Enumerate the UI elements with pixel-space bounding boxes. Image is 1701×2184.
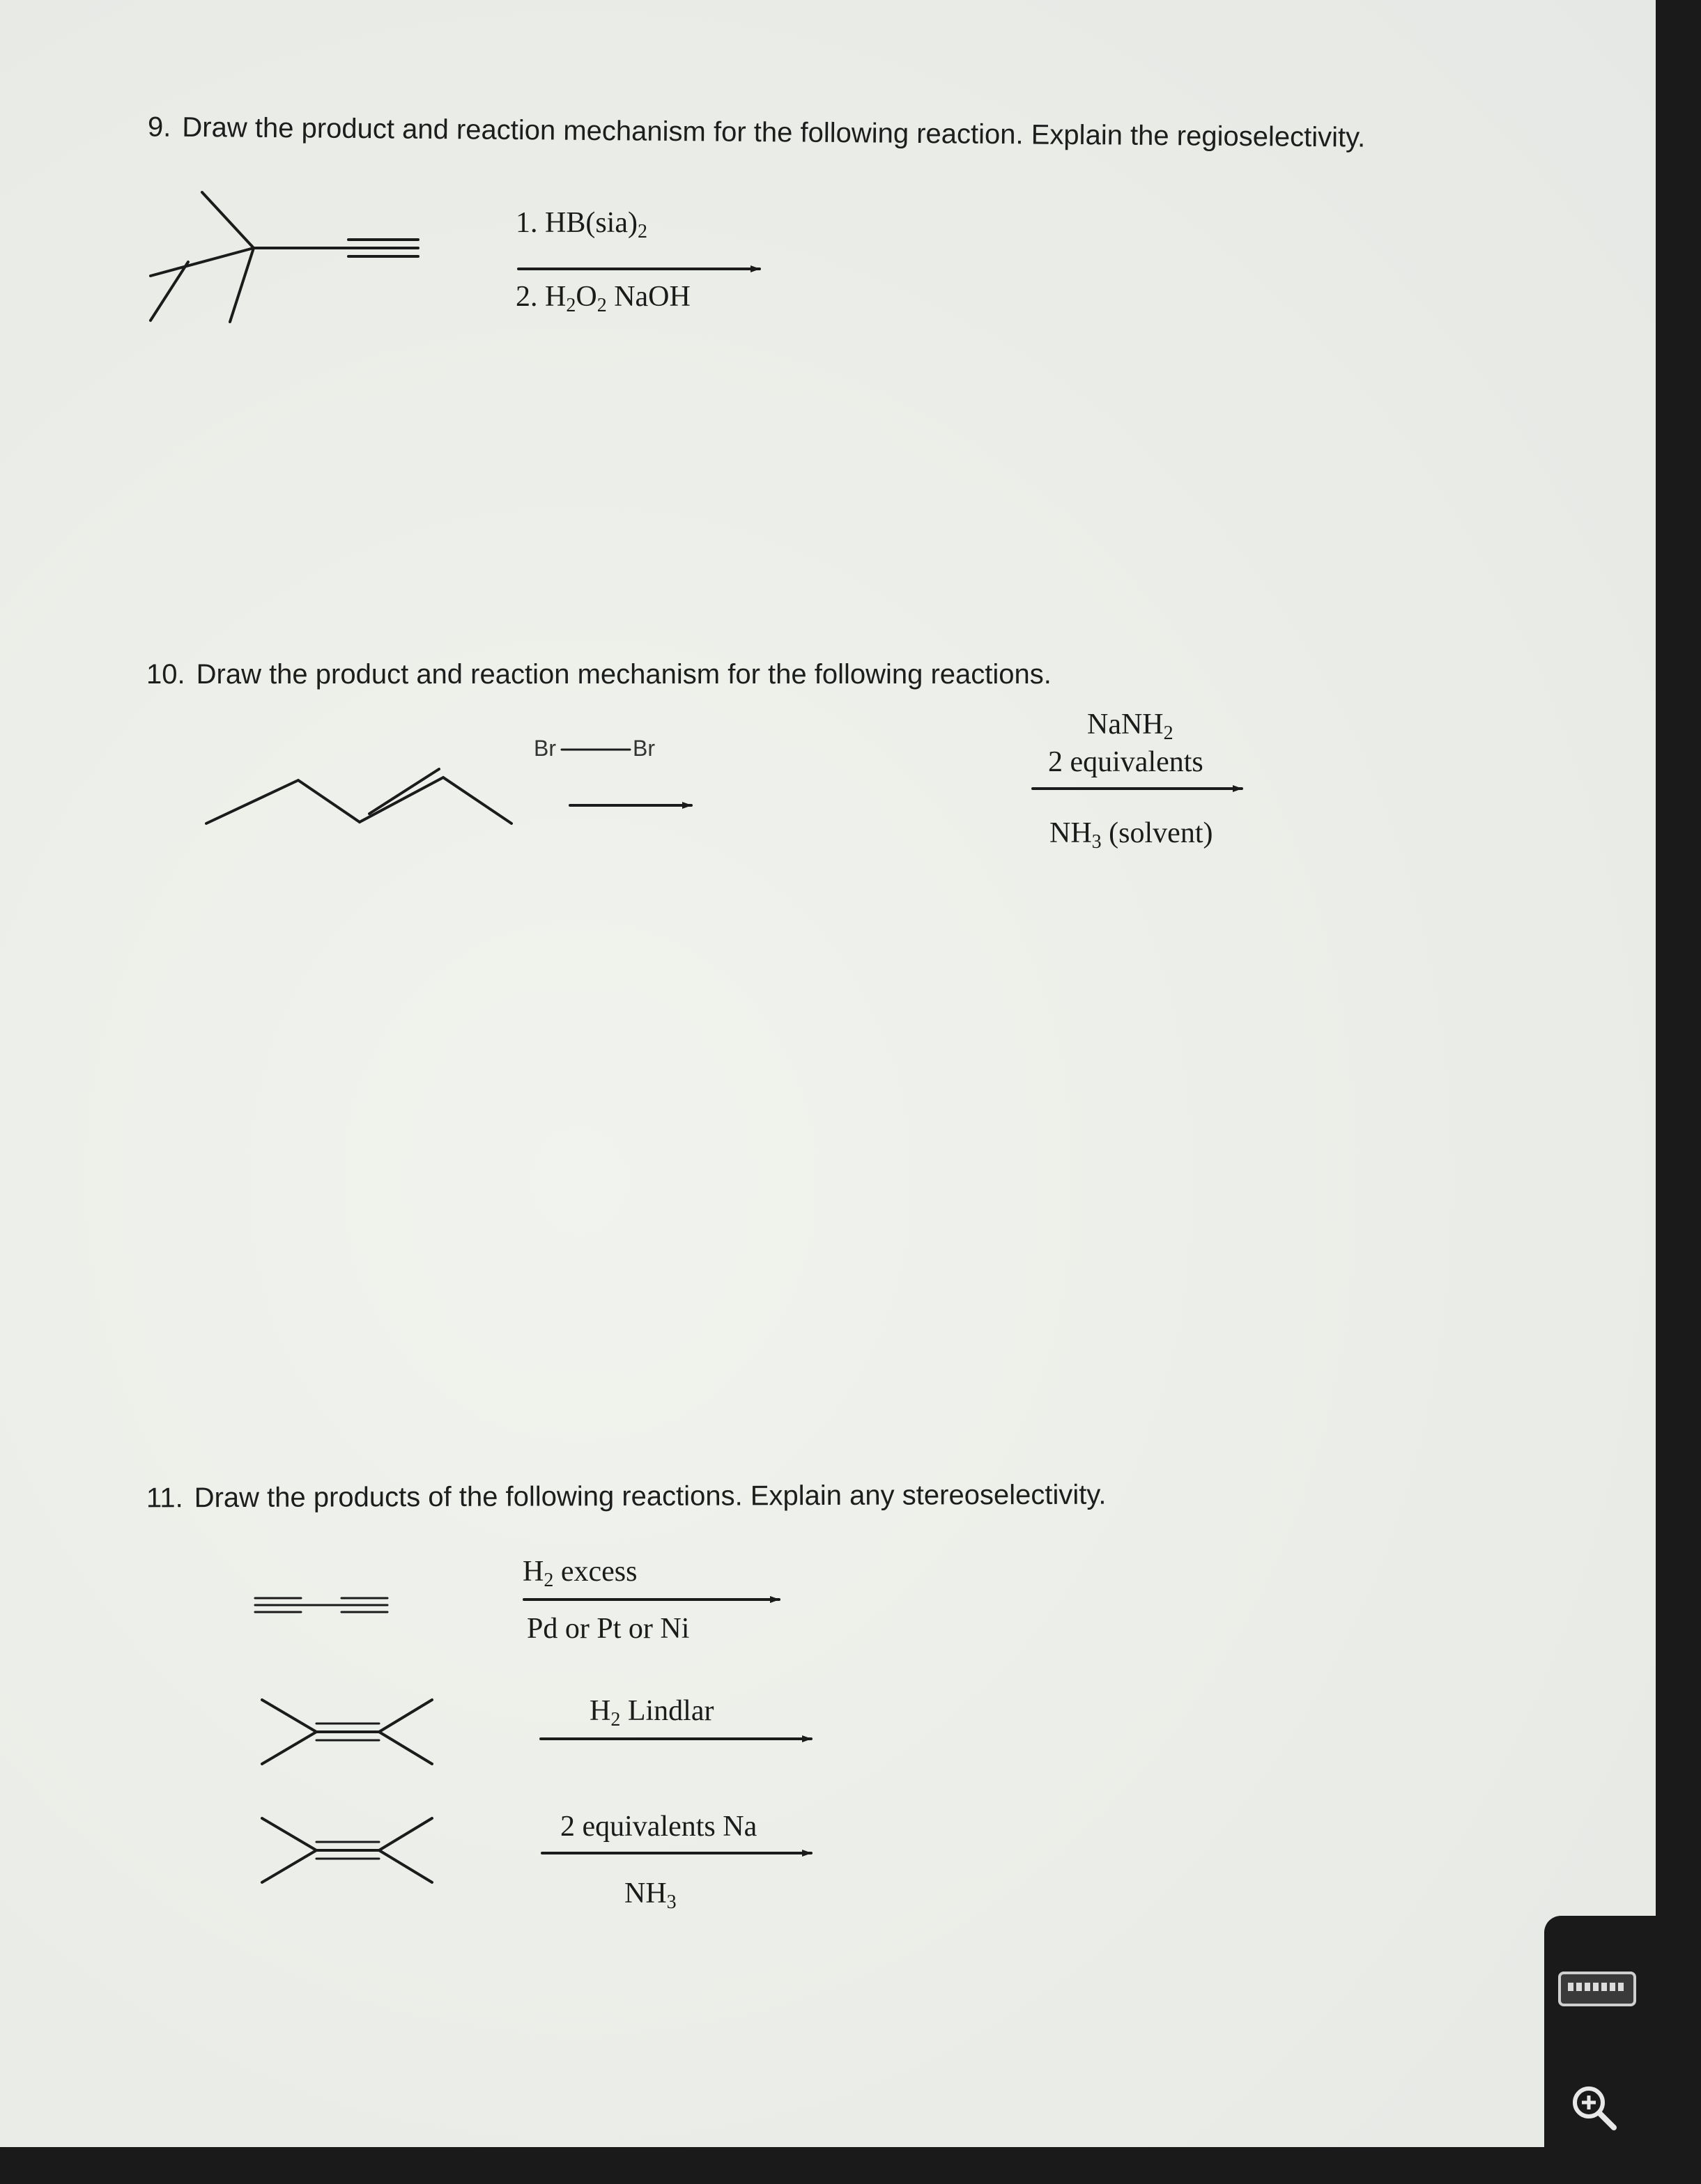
question-number: 9. <box>147 111 171 143</box>
reaction-3-above: 2 equivalents Na <box>560 1811 757 1843</box>
reagent-line-2: 2 equivalents <box>1048 746 1203 778</box>
overlay-controls <box>1544 1916 1656 2147</box>
alkyne-structure-q11-a <box>262 1700 432 1764</box>
bromine-right-label: Br <box>633 736 655 761</box>
reaction-1-above: $H_2$ excess <box>523 1556 638 1591</box>
question-text: Draw the products of the following reactions. Explain any stereoselectivity. <box>194 1479 1107 1514</box>
alkyne-structure-q11-b <box>262 1818 432 1882</box>
diyne-structure-q11 <box>255 1598 387 1612</box>
question-number: 11. <box>146 1482 183 1514</box>
reagent-below: 2. $H_2O_2$ NaOH <box>516 281 691 316</box>
question-text: Draw the product and reaction mechanism for the following reactions. <box>196 659 1052 690</box>
reagent-line-1: NaNH$_2$ <box>1087 708 1173 744</box>
reagent-above: 1. $HB(sia)_2$ <box>516 207 647 242</box>
reaction-3-below: $NH_3$ <box>624 1877 677 1913</box>
question-number: 10. <box>146 659 185 690</box>
reaction-2-above: $H_2$ Lindlar <box>590 1695 714 1730</box>
keyboard-icon[interactable] <box>1558 1972 1636 2006</box>
reaction-1-below: Pd or Pt or Ni <box>527 1613 690 1645</box>
alkyne-structure-q9 <box>151 192 418 322</box>
zoom-in-icon[interactable] <box>1569 2083 1618 2132</box>
alkene-structure-q10 <box>206 769 511 823</box>
question-text: Draw the product and reaction mechanism for the following reaction. Explain the regioselectivity. <box>182 111 1366 153</box>
reagent-line-3: $NH_3$ (solvent) <box>1049 817 1213 853</box>
bromine-left-label: Br <box>534 736 556 761</box>
